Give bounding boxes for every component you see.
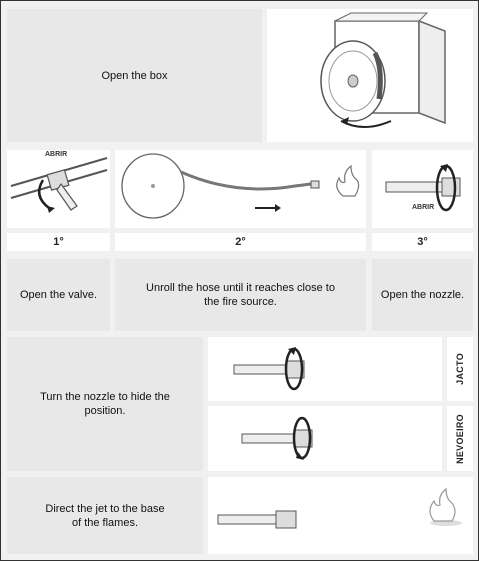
- open-box-illustration: [267, 9, 473, 142]
- nevoeiro-label: NEVOEIRO: [455, 413, 465, 464]
- jacto-label-cell: [447, 337, 473, 401]
- open-nozzle-illustration: [372, 150, 473, 228]
- hose-reel-box-icon: [267, 9, 473, 142]
- direct-jet-text-cell: [7, 477, 203, 554]
- step-number-3: 3°: [372, 233, 473, 251]
- turn-nozzle-text: Turn the nozzle to hide the position.: [40, 391, 170, 417]
- nozzle-jet-icon: [208, 337, 442, 401]
- turn-nozzle-text-cell: [7, 337, 203, 471]
- unroll-hose-text-cell: [115, 259, 366, 331]
- jacto-label: JACTO: [455, 353, 465, 385]
- direct-jet-illustration: [208, 477, 473, 554]
- valve-icon: [7, 150, 110, 228]
- abrir-valve-label: ABRIR: [45, 151, 68, 158]
- nevoeiro-label-cell: [447, 406, 473, 471]
- abrir-nozzle-label: ABRIR: [412, 204, 435, 211]
- step-number-2: 2°: [115, 233, 366, 251]
- nozzle-open-icon: [372, 150, 473, 228]
- nozzle-flame-icon: [208, 477, 473, 554]
- unroll-hose-illustration: [115, 150, 366, 228]
- step-number-1: 1°: [7, 233, 110, 251]
- nozzle-fog-icon: [208, 406, 442, 471]
- open-box-text: Open the box: [101, 69, 168, 82]
- open-valve-text: Open the valve.: [19, 289, 98, 301]
- open-nozzle-text-cell: [372, 259, 473, 331]
- direct-jet-text: Direct the jet to the base of the flames.: [45, 502, 165, 529]
- hose-icon: [115, 150, 366, 228]
- unroll-hose-text: Unroll the hose until it reaches close to the fire source.: [146, 282, 335, 308]
- jet-mode-illustration: [208, 337, 442, 401]
- open-valve-text-cell: [7, 259, 110, 331]
- valve-illustration: [7, 150, 110, 228]
- fog-mode-illustration: [208, 406, 442, 471]
- open-nozzle-text: Open the nozzle.: [380, 289, 465, 301]
- open-box-text-cell: [7, 9, 262, 142]
